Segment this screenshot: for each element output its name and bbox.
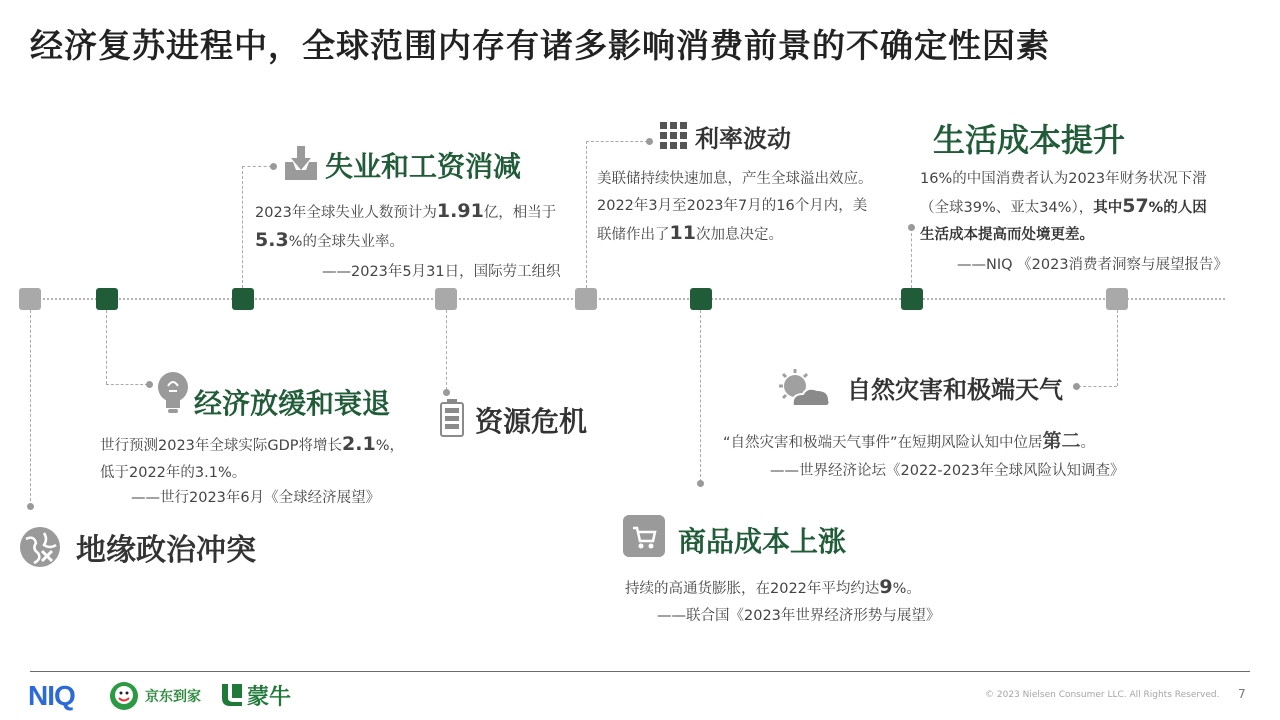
text-interest — [597, 166, 907, 249]
connector-dot — [1073, 383, 1080, 390]
lightbulb-icon — [156, 372, 190, 414]
text-segment: 2023年全球失业人数预计为 — [255, 205, 437, 221]
heading-disaster: 自然灾害和极端天气 — [847, 376, 1063, 404]
connector-commodity — [700, 310, 701, 482]
text-living-cost — [920, 166, 1265, 249]
connector-unemployment — [242, 166, 243, 288]
battery-icon — [440, 399, 464, 437]
connector-resources — [446, 310, 447, 390]
timeline-node-disaster — [1106, 288, 1128, 310]
jddj-logo-text: 京东到家 — [145, 689, 201, 705]
connector-slowdown — [106, 310, 107, 384]
timeline-node-living-cost — [901, 288, 923, 310]
download-tray-icon — [283, 144, 319, 182]
text-segment: 联储作出了 — [597, 227, 670, 243]
text-segment: %， — [375, 438, 404, 454]
text-segment: 。 — [1080, 435, 1096, 451]
text-commodity — [625, 574, 1025, 603]
highlight-number: 1.91 — [436, 200, 484, 222]
connector-dot — [443, 389, 450, 396]
source-living-cost: ——NIQ 《2023消费者洞察与展望报告》 — [957, 257, 1229, 273]
copyright-text: © 2023 Nielsen Consumer LLC. All Rights Reserved. — [985, 690, 1220, 700]
text-line: 生活成本提高而处境更差。 — [920, 227, 1094, 243]
connector-living-cost — [911, 228, 912, 288]
highlight-number: 5.3 — [255, 229, 289, 251]
timeline-axis — [30, 298, 1225, 300]
grid-icon — [660, 122, 688, 150]
text-line: 16%的中国消费者认为2023年财务状况下滑 — [920, 171, 1207, 187]
mengniu-logo-icon — [220, 682, 244, 708]
text-segment-bold: %的人因 — [1148, 200, 1207, 216]
connector-geopolitics — [30, 310, 31, 506]
text-segment: %的全球失业率。 — [288, 234, 404, 250]
text-line: 美联储持续快速加息，产生全球溢出效应。 — [597, 171, 873, 187]
text-segment: 次加息决定。 — [695, 227, 783, 243]
connector-dot — [270, 163, 277, 170]
connector-slowdown-h — [106, 384, 148, 385]
source-unemployment: ——2023年5月31日，国际劳工组织 — [322, 264, 561, 280]
timeline-node-commodity — [690, 288, 712, 310]
heading-living-cost: 生活成本提升 — [933, 121, 1126, 159]
highlight-number: 2.1 — [342, 433, 376, 455]
highlight-number: 9 — [879, 576, 893, 598]
niq-logo: NIQ — [28, 680, 75, 711]
highlight-number: 57 — [1122, 195, 1149, 217]
shopping-cart-icon — [623, 515, 665, 557]
timeline-node-unemployment — [232, 288, 254, 310]
connector-dot — [646, 138, 653, 145]
timeline-node-slowdown — [96, 288, 118, 310]
text-segment: 持续的高通货膨胀，在2022年平均约达 — [625, 581, 880, 597]
text-line: 2022年3月至2023年7月的16个月内，美 — [597, 198, 868, 214]
source-commodity: ——联合国《2023年世界经济形势与展望》 — [657, 608, 941, 624]
text-segment: 亿，相当于 — [483, 205, 557, 221]
connector-disaster — [1117, 310, 1118, 386]
heading-geopolitics: 地缘政治冲突 — [76, 533, 256, 568]
timeline-node-interest — [575, 288, 597, 310]
source-slowdown: ——世行2023年6月《全球经济展望》 — [131, 490, 381, 506]
footer-divider — [30, 671, 1250, 672]
highlight-number: 11 — [669, 222, 696, 244]
heading-slowdown: 经济放缓和衰退 — [194, 387, 391, 420]
connector-interest-h — [586, 141, 648, 142]
text-segment-bold: 其中 — [1093, 200, 1123, 216]
source-disaster: ——世界经济论坛《2022-2023年全球风险认知调查》 — [770, 463, 1125, 479]
page-number: 7 — [1238, 687, 1246, 701]
jddj-logo-icon — [108, 680, 140, 712]
connector-unemployment-h — [242, 166, 272, 167]
connector-dot — [908, 224, 915, 231]
text-disaster — [723, 428, 1193, 457]
text-segment: （全球39%、亚太34%）， — [920, 200, 1094, 216]
timeline-node-resources — [435, 288, 457, 310]
timeline-node-geopolitics — [19, 288, 41, 310]
heading-resources: 资源危机 — [475, 405, 588, 438]
text-segment: 世行预测2023年全球实际GDP将增长 — [100, 438, 343, 454]
heading-interest: 利率波动 — [695, 125, 791, 153]
page-title: 经济复苏进程中，全球范围内存有诸多影响消费前景的不确定性因素 — [30, 26, 1050, 65]
mengniu-logo-text: 蒙牛 — [247, 685, 292, 710]
weather-cloud-icon — [775, 368, 833, 410]
connector-dot — [697, 480, 704, 487]
connector-interest — [586, 141, 587, 288]
text-unemployment — [255, 198, 585, 256]
text-segment: “自然灾害和极端天气事件”在短期风险认知中位居 — [723, 435, 1043, 451]
heading-commodity: 商品成本上涨 — [678, 525, 847, 558]
connector-dot — [27, 503, 34, 510]
highlight-text: 第二 — [1042, 430, 1081, 452]
text-slowdown — [100, 431, 440, 487]
connector-disaster-h — [1078, 386, 1117, 387]
text-line: 低于2022年的3.1%。 — [100, 465, 247, 481]
heading-unemployment: 失业和工资消减 — [325, 150, 522, 183]
globe-conflict-icon — [18, 525, 62, 569]
connector-dot — [146, 381, 153, 388]
text-segment: %。 — [892, 581, 921, 597]
